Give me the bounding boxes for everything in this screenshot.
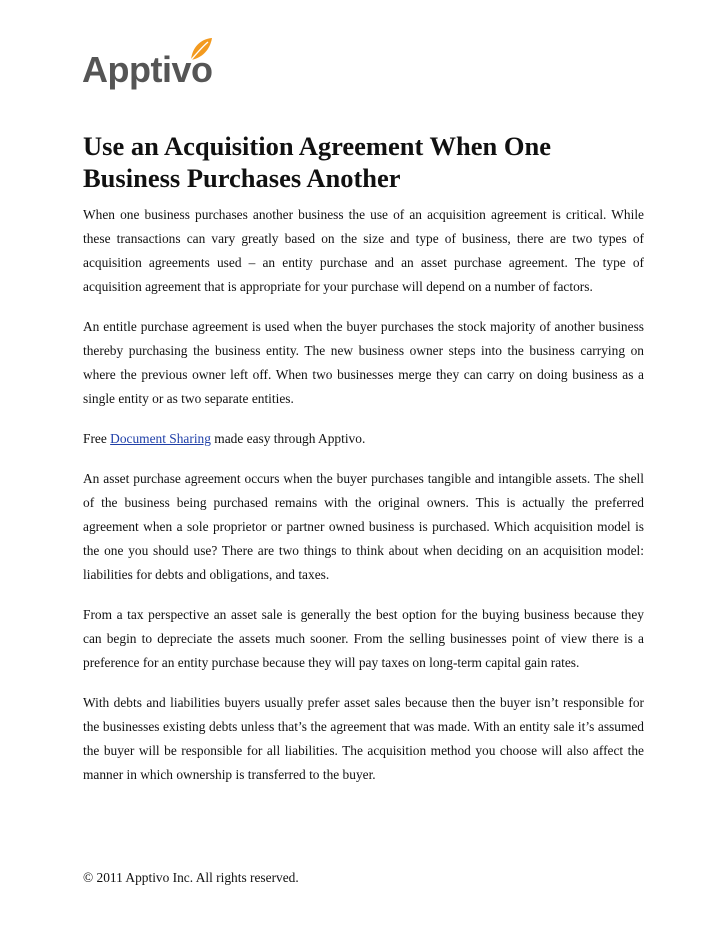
paragraph-debts-liabilities: With debts and liabilities buyers usually prefer asset sales because then the buyer isn’t responsible for the businesses existing debts unless that’s the agreement that was made. With an entity sale it’s assumed the buyer will be responsible for all liabilities. The acquisition method you choose will also affect the manner in which ownership is transferred to the buyer. [83,695,644,782]
paragraph-entity-purchase: An entitle purchase agreement is used when the buyer purchases the stock majority of another business thereby purchasing the business entity. The new business owner steps into the business carrying on where the previous owner left off. When two businesses merge they can carry on doing business as a single entity or as two separate entities. [83,319,644,406]
document-sharing-link[interactable]: Document Sharing [110,431,211,446]
promo-prefix: Free [83,431,111,446]
copyright-footer: © 2011 Apptivo Inc. All rights reserved. [83,870,299,885]
paragraph-asset-purchase: An asset purchase agreement occurs when the buyer purchases tangible and intangible assets. The shell of the business being purchased remains with the original owners. This is actually the preferred agreement when a sole proprietor or partner owned business is purchased. Which acquisition model is the one you should use? There are two things to think about when deciding on an acquisition model: liabilities for debts and obligations, and taxes. [83,471,644,582]
apptivo-logo [82,36,242,96]
promo-suffix: made easy through Apptivo. [210,431,366,446]
article [83,130,644,787]
paragraph-intro: When one business purchases another business the use of an acquisition agreement is critical. While these transactions can vary greatly based on the size and type of business, there are two types of acquisition agreements used – an entity purchase and an asset purchase agreement. The type of acquisition agreement that is appropriate for your purchase will depend on a number of factors. [83,207,644,294]
paragraph-tax-perspective: From a tax perspective an asset sale is generally the best option for the buying business because they can begin to depreciate the assets much sooner. From the selling businesses point of view there is a preference for an entity purchase because they will pay taxes on long-term capital gain rates. [83,607,644,670]
promo-line [83,427,644,451]
article-title: Use an Acquisition Agreement When One Business Purchases Another [83,131,551,193]
logo-wordmark: Apptivo [82,49,213,90]
